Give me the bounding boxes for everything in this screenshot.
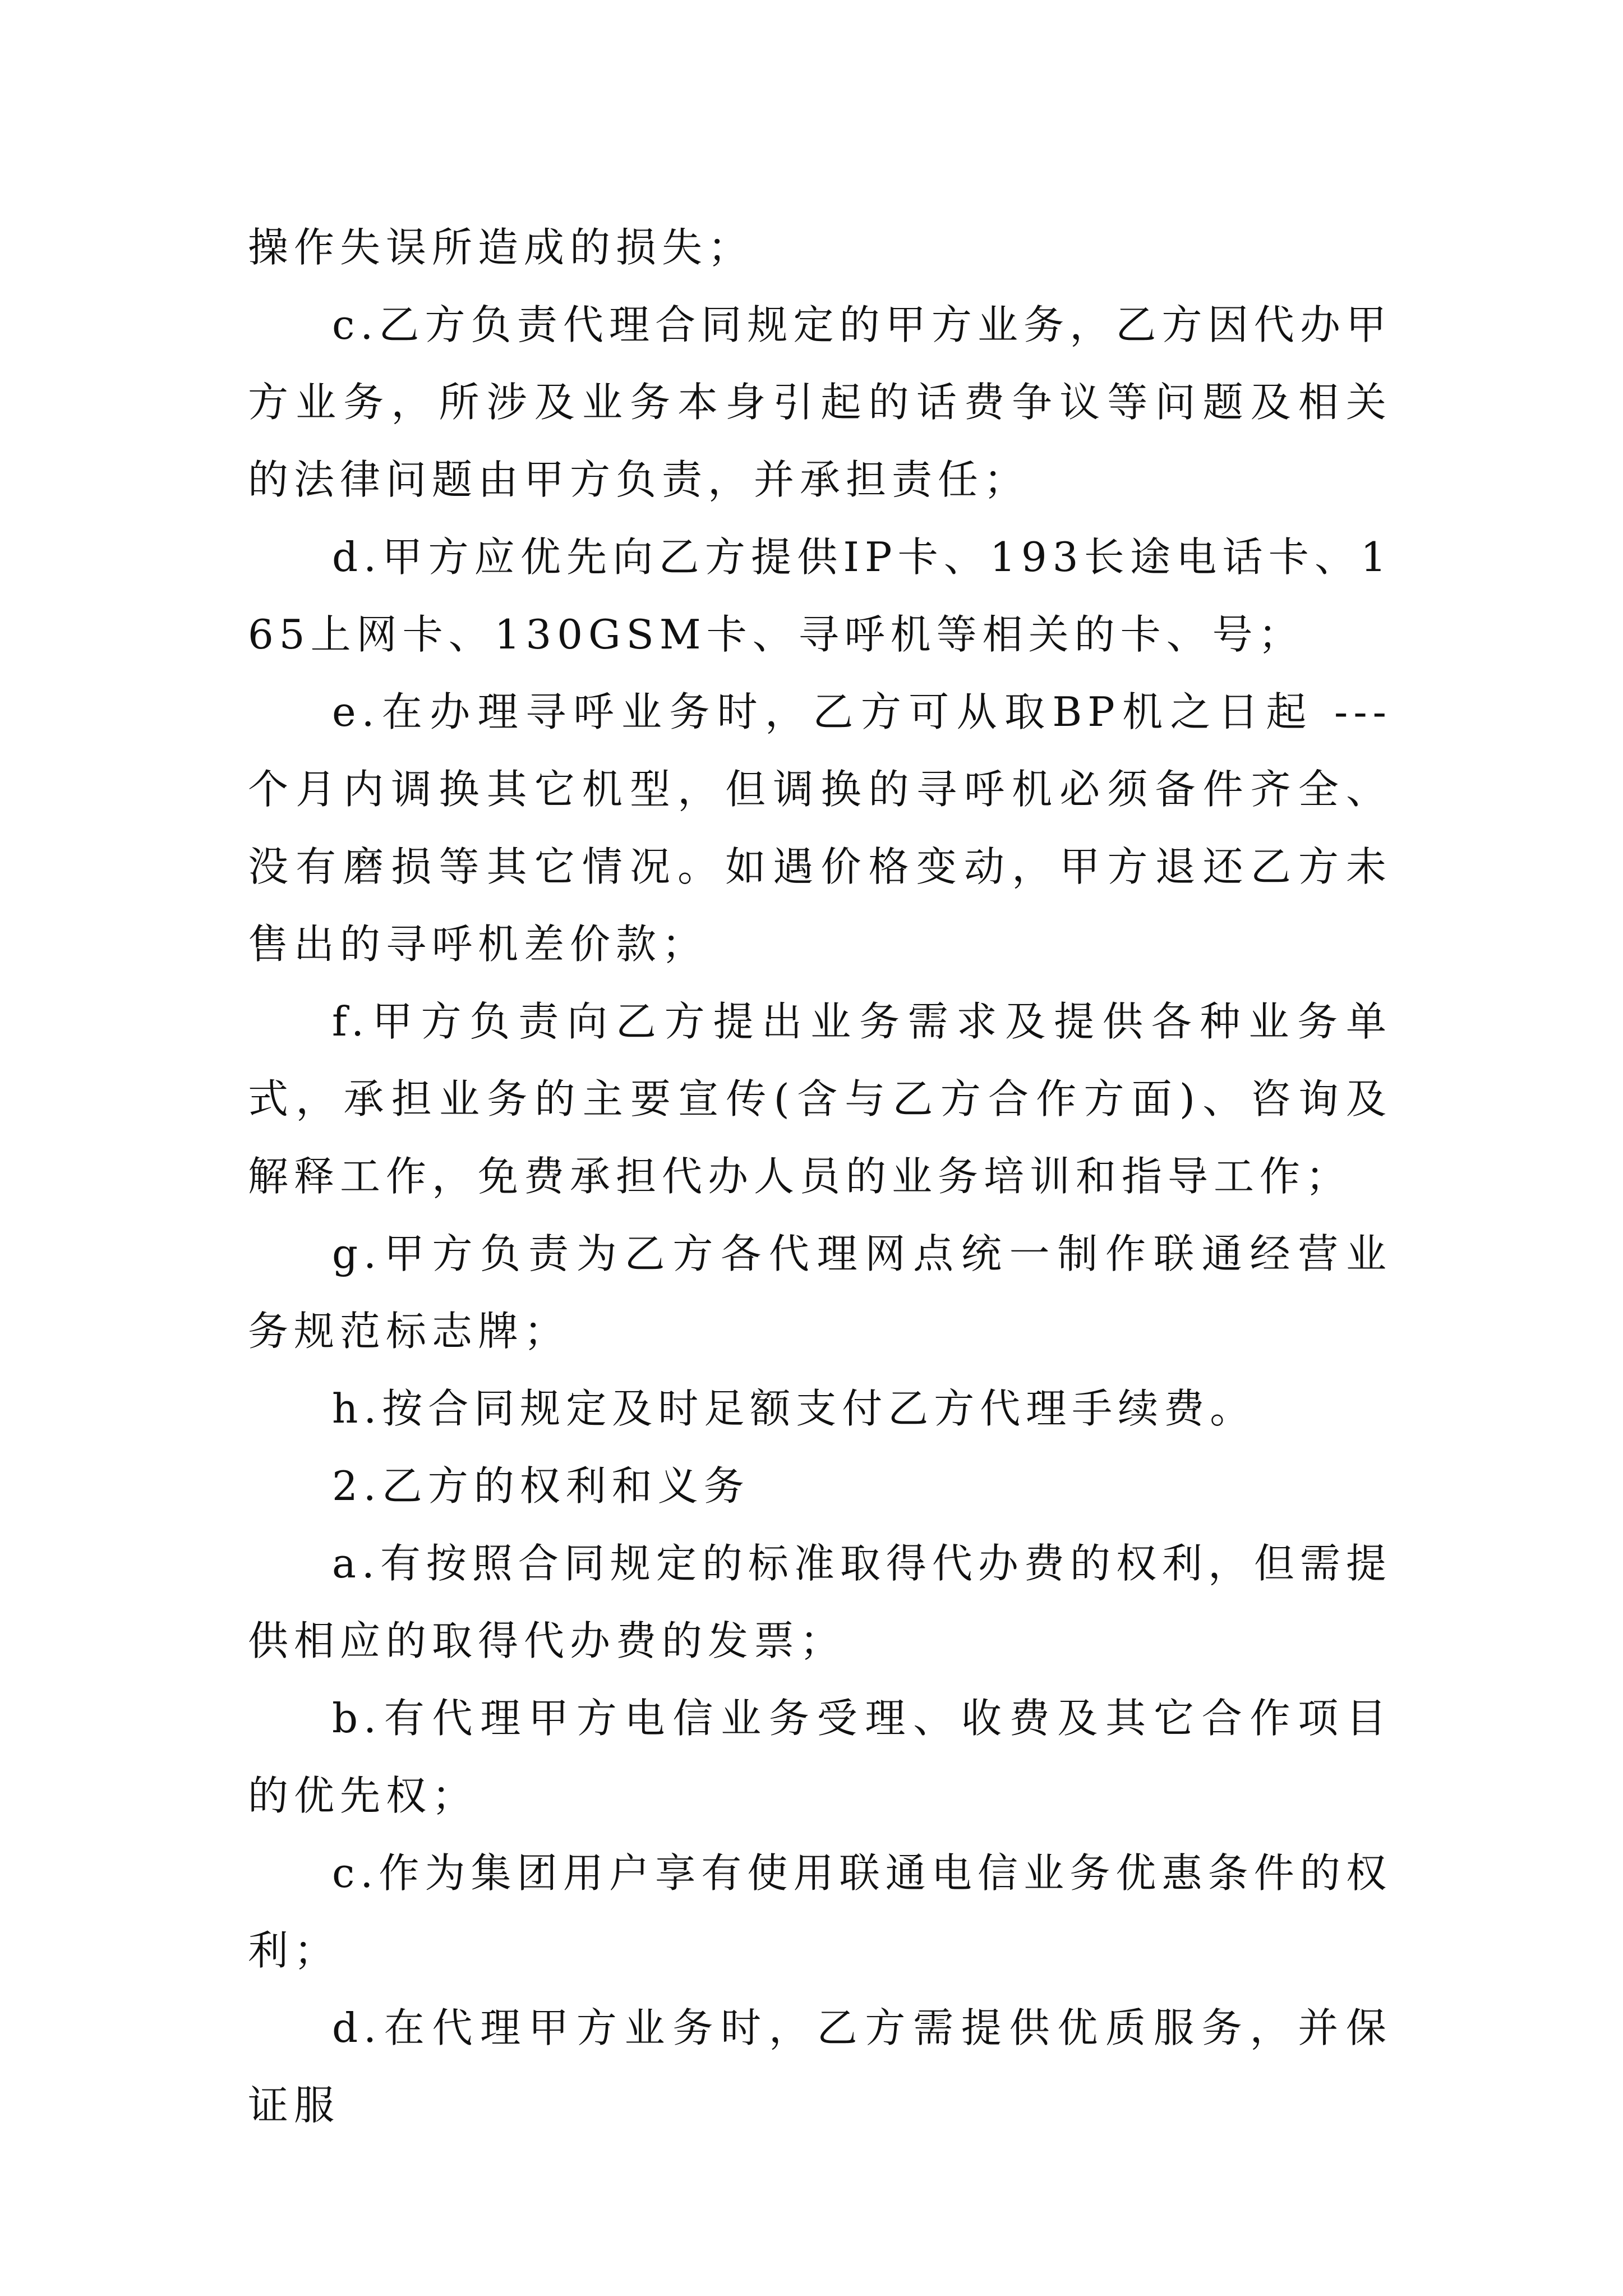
paragraph-continuation: 操作失误所造成的损失；: [248, 224, 754, 271]
clause-g-signage: g.甲方负责为乙方各代理网点统一制作联通经营业务规范标志牌；: [248, 1230, 1392, 1355]
clause-d-quality-service: d.在代理甲方业务时，乙方需提供优质服务，并保证服: [248, 2004, 1392, 2129]
clause-f-business-support: f.甲方负责向乙方提出业务需求及提供各种业务单式，承担业务的主要宣传(含与乙方合作方面)、咨询及解释工作，免费承担代办人员的业务培训和指导工作；: [248, 998, 1392, 1200]
document-body: [248, 209, 1392, 2144]
clause-h-commission-payment: h.按合同规定及时足额支付乙方代理手续费。: [332, 1385, 1256, 1432]
clause-b-priority-right: b.有代理甲方电信业务受理、收费及其它合作项目的优先权；: [248, 1695, 1392, 1819]
clause-c-group-user-discount: c.作为集团用户享有使用联通电信业务优惠条件的权利；: [248, 1849, 1392, 1974]
clause-e-pager-exchange: e.在办理寻呼业务时，乙方可从取BP机之日起 ---个月内调换其它机型，但调换的寻呼机必须备件齐全、没有磨损等其它情况。如遇价格变动，甲方退还乙方未售出的寻呼机差价款；: [248, 688, 1392, 968]
section-heading-party-b-rights: 2.乙方的权利和义务: [332, 1462, 750, 1510]
clause-a-agency-fee-right: a.有按照合同规定的标准取得代办费的权利，但需提供相应的取得代办费的发票；: [248, 1540, 1392, 1664]
clause-d-card-supply: d.甲方应优先向乙方提供IP卡、193长途电话卡、165上网卡、130GSM卡、寻呼机等相关的卡、号；: [248, 533, 1392, 658]
clause-c-agency-liability: c.乙方负责代理合同规定的甲方业务，乙方因代办甲方业务，所涉及业务本身引起的话费争议等问题及相关的法律问题由甲方负责，并承担责任；: [248, 301, 1392, 503]
